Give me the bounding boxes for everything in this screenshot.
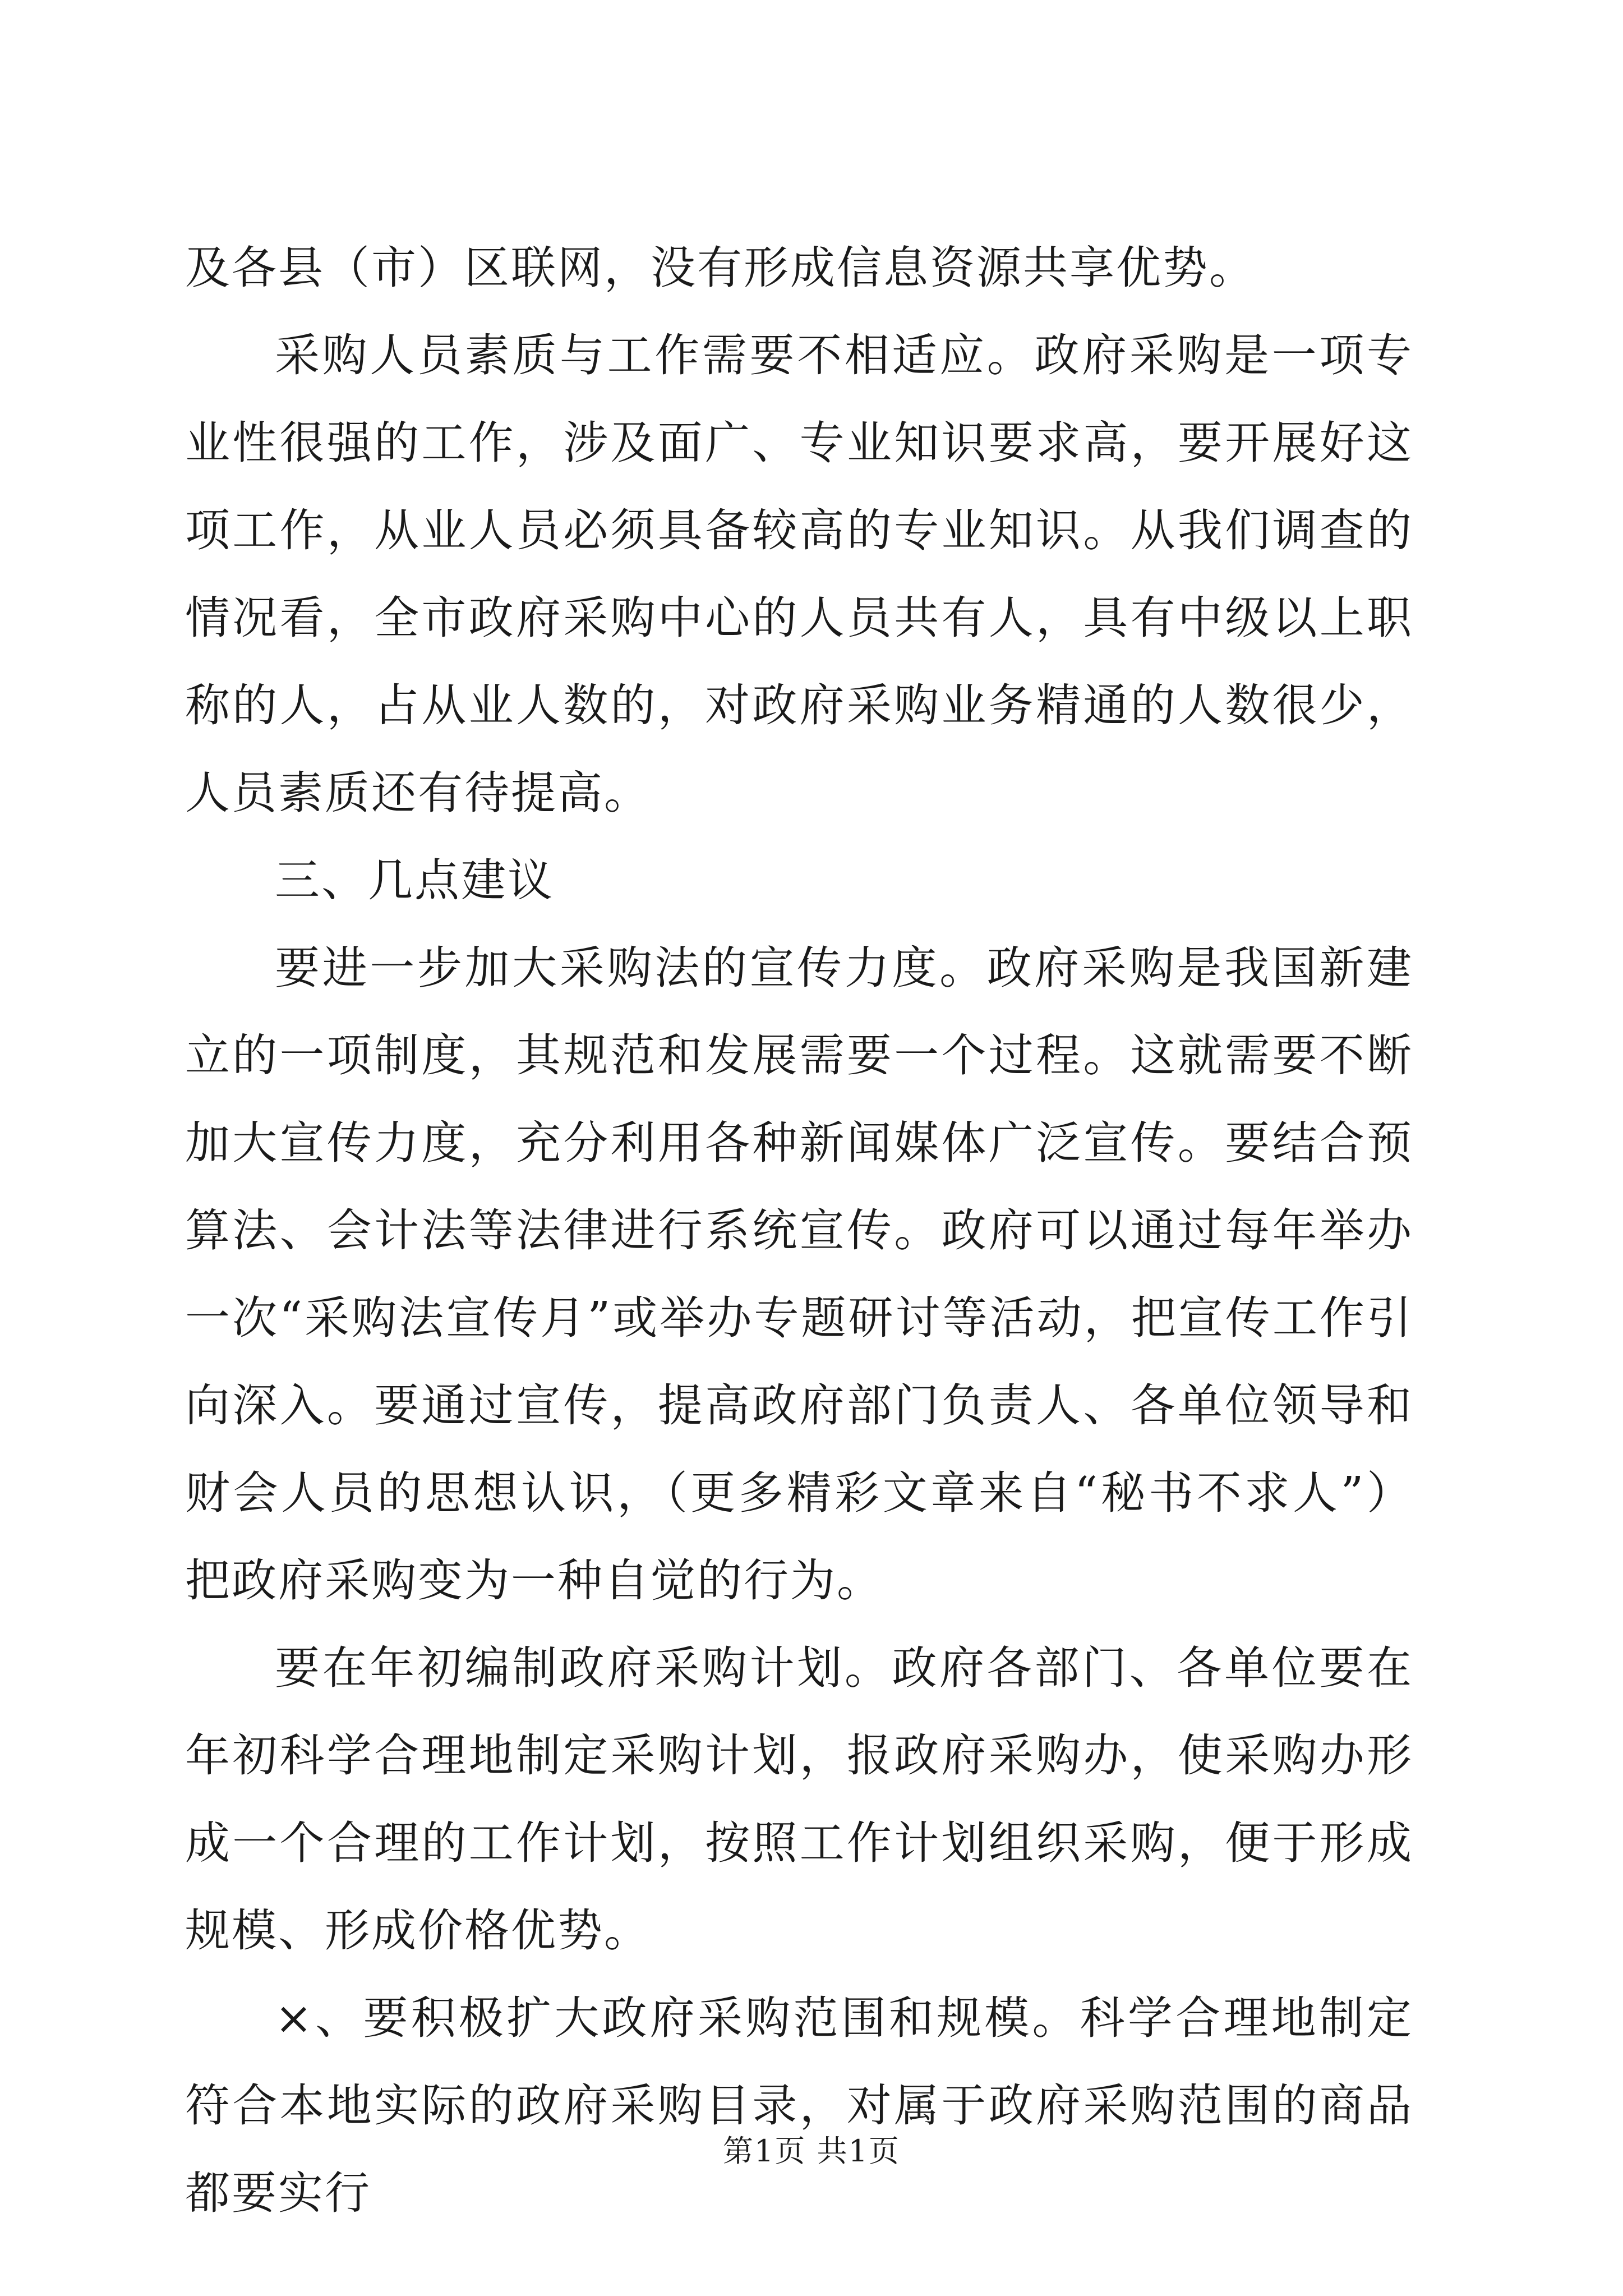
paragraph-publicity: 要进一步加大采购法的宣传力度。政府采购是我国新建立的一项制度，其规范和发展需要一个过程。这就需要不断加大宣传力度，充分利用各种新闻媒体广泛宣传。要结合预算法、会计法等法律进行系统宣传。政府可以通过每年举办一次“采购法宣传月”或举办专题研讨等活动，把宣传工作引向深入。要通过宣传，提高政府部门负责人、各单位领导和财会人员的思想认识，（更多精彩文章来自“秘书不求人”）把政府采购变为一种自觉的行为。 [185, 942, 1413, 1607]
page-footer: 第1页 共1页 [723, 2133, 900, 2169]
paragraph-expand-scope: ×、要积极扩大政府采购范围和规模。科学合理地制定符合本地实际的政府采购目录，对属于政府采购范围的商品都要实行 [185, 1992, 1413, 2219]
paragraph-annual-plan: 要在年初编制政府采购计划。政府各部门、各单位要在年初科学合理地制定采购计划，报政府采购办，使采购办形成一个合理的工作计划，按照工作计划组织采购，便于形成规模、形成价格优势。 [185, 1642, 1413, 1957]
paragraph-continuation: 及各县（市）区联网，没有形成信息资源共享优势。 [185, 242, 1256, 294]
section-heading-suggestions: 三、几点建议 [275, 854, 554, 907]
paragraph-staff-quality: 采购人员素质与工作需要不相适应。政府采购是一项专业性很强的工作，涉及面广、专业知识要求高，要开展好这项工作，从业人员必须具备较高的专业知识。从我们调查的情况看，全市政府采购中心的人员共有人，具有中级以上职称的人，占从业人数的，对政府采购业务精通的人数很少，人员素质还有待提高。 [185, 329, 1413, 819]
document-body [185, 224, 1413, 2237]
